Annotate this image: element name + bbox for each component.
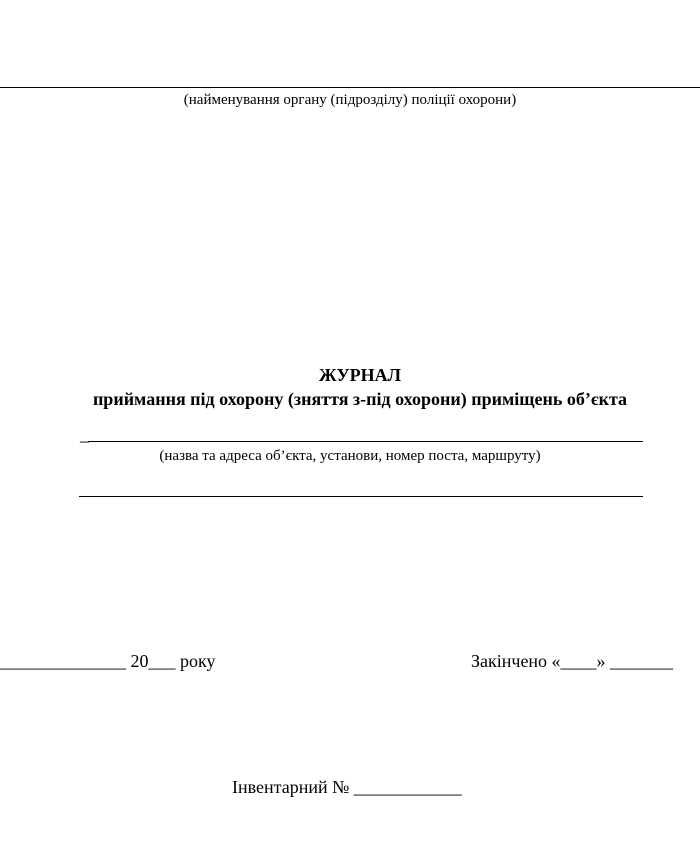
- organ-name-caption: (найменування органу (підрозділу) поліції охорони): [183, 92, 517, 108]
- inventory-number-field: Інвентарний № ____________: [232, 777, 462, 797]
- object-line-prefix: _: [80, 424, 89, 444]
- object-name-caption: (назва та адреса об’єкта, установи, номер поста, маршруту): [159, 448, 541, 464]
- start-date-field: ______________ 20___ року: [0, 651, 216, 671]
- object-name-line: [88, 441, 643, 442]
- organ-name-line: [0, 87, 700, 88]
- finish-date-field: Закінчено «____» _______: [471, 651, 674, 671]
- journal-subtitle: приймання під охорону (зняття з-під охорони) приміщень об’єкта: [92, 389, 628, 409]
- journal-title: ЖУРНАЛ: [318, 365, 402, 385]
- object-extra-line: [79, 496, 643, 497]
